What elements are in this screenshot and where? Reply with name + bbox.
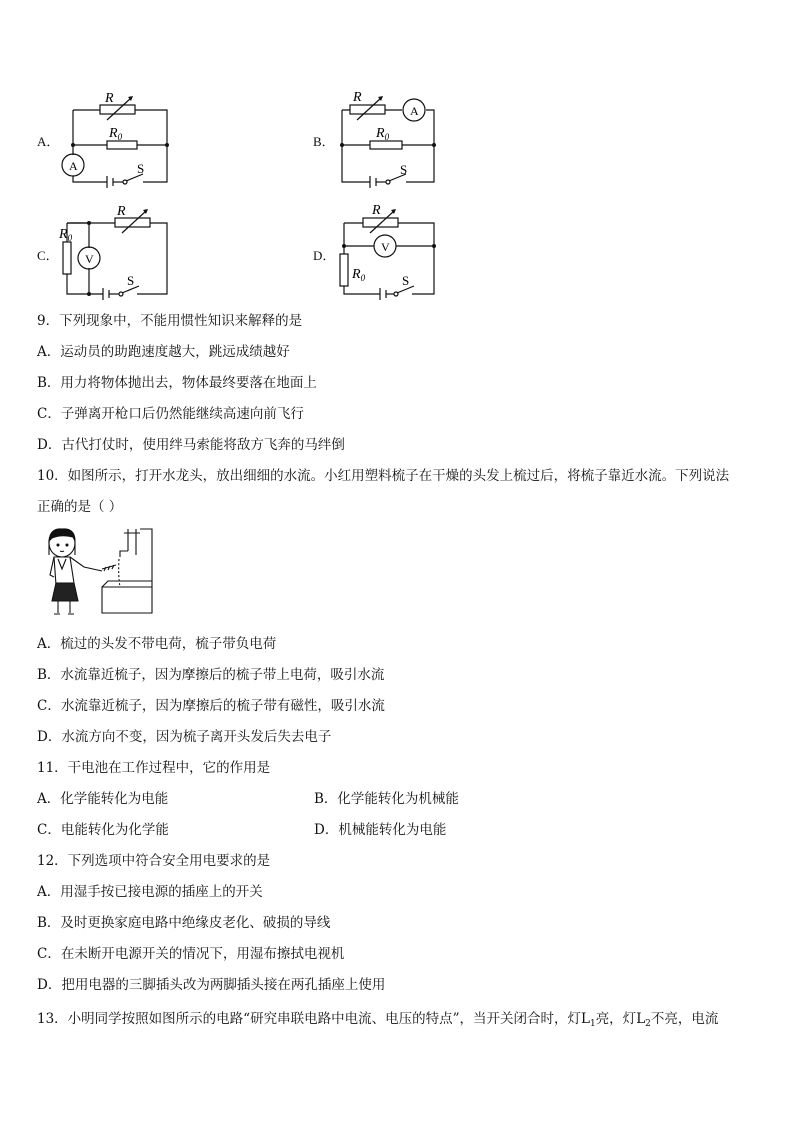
label-r: R — [117, 204, 126, 219]
q11-option-c: C．电能转化为化学能 — [37, 822, 169, 838]
option-a-label: A． — [37, 134, 60, 149]
resistor-r0 — [370, 141, 402, 149]
label-r0: R — [109, 126, 118, 141]
switch-label: S — [137, 161, 145, 176]
option-c-label: C． — [37, 248, 59, 263]
label-r0-sub: 0 — [117, 132, 123, 142]
switch-label: S — [400, 162, 408, 177]
q9-option-b: B．用力将物体抛出去，物体最终要落在地面上 — [37, 375, 317, 391]
option-b-label: B． — [313, 134, 335, 149]
label-r0: R — [376, 126, 385, 141]
circuit-diagram-a — [55, 85, 175, 190]
girl-comb-faucet-illustration — [40, 525, 158, 617]
q13-stem-part-c: 不亮，电流 — [650, 1011, 719, 1027]
label-r0-sub: 0 — [384, 132, 390, 142]
voltmeter-label: V — [85, 252, 94, 266]
ammeter-label: A — [69, 159, 78, 173]
rheostat-arrow — [122, 211, 146, 233]
q12-option-b: B．及时更换家庭电路中绝缘皮老化、破损的导线 — [37, 915, 331, 931]
q12-option-a: A．用湿手按已接电源的插座上的开关 — [37, 884, 263, 900]
q10-option-c: C．水流靠近梳子，因为摩擦后的梳子带有磁性，吸引水流 — [37, 698, 385, 714]
label-r0: R — [59, 227, 68, 242]
label-r: R — [372, 203, 381, 218]
option-d-label: D． — [313, 248, 336, 263]
q12-option-d: D．把用电器的三脚插头改为两脚插头接在两孔插座上使用 — [37, 977, 386, 993]
rheostat-r — [100, 105, 135, 114]
q9-option-a: A．运动员的助跑速度越大，跳远成绩越好 — [37, 344, 290, 360]
q11-option-d: D．机械能转化为电能 — [314, 822, 447, 838]
circuit-diagram-c — [55, 198, 175, 303]
rheostat-r — [115, 218, 150, 227]
q13-stem-part-b: 亮，灯 — [595, 1011, 637, 1027]
rheostat-r — [363, 218, 398, 227]
circuit-diagram-b — [330, 85, 450, 190]
switch-label: S — [402, 273, 410, 288]
q12-option-c: C．在未断开电源开关的情况下，用湿布擦拭电视机 — [37, 946, 345, 962]
voltmeter-label: V — [381, 240, 390, 254]
q10-stem-line1: 10．如图所示，打开水龙头，放出细细的水流。小红用塑料梳子在干燥的头发上梳过后，将梳子靠近水流。下列说法 — [37, 468, 730, 484]
resistor-r0 — [63, 242, 71, 274]
label-r: R — [353, 90, 362, 105]
resistor-r0 — [340, 254, 348, 286]
svg-text:R0 — [351, 267, 366, 283]
resistor-r0 — [107, 141, 137, 149]
label-r0: R — [352, 267, 361, 282]
q11-option-b: B．化学能转化为机械能 — [314, 791, 459, 807]
label-r: R — [105, 91, 114, 106]
q11-option-a: A．化学能转化为电能 — [37, 791, 169, 807]
q13-stem — [37, 1010, 718, 1033]
ammeter-label: A — [410, 104, 419, 118]
q9-option-d: D．古代打仗时，使用绊马索能将敌方飞奔的马绊倒 — [37, 437, 345, 453]
q10-option-a: A．梳过的头发不带电荷，梳子带负电荷 — [37, 636, 277, 652]
lamp-l1: $L_1$ — [580, 1011, 596, 1029]
rheostat-r — [350, 105, 385, 114]
circuit-diagram-d — [330, 198, 450, 303]
q11-stem: 11．干电池在工作过程中，它的作用是 — [37, 760, 271, 776]
q12-stem: 12．下列选项中符合安全用电要求的是 — [37, 853, 271, 869]
svg-text:R0 — [108, 126, 123, 142]
q10-option-d: D．水流方向不变，因为梳子离开头发后失去电子 — [37, 729, 332, 745]
switch-label: S — [127, 273, 135, 288]
svg-text:R0 — [375, 126, 390, 142]
q10-option-b: B．水流靠近梳子，因为摩擦后的梳子带上电荷，吸引水流 — [37, 667, 385, 683]
q10-stem-line2: 正确的是（ ） — [37, 499, 123, 515]
svg-text:R0 — [58, 227, 73, 243]
label-r0-sub: 0 — [360, 273, 366, 283]
q13-stem-part-a: 13．小明同学按照如图所示的电路“研究串联电路中电流、电压的特点”，当开关闭合时，灯 — [37, 1011, 581, 1027]
q9-stem: 9．下列现象中，不能用惯性知识来解释的是 — [37, 313, 303, 329]
label-r0-sub: 0 — [67, 233, 73, 243]
q9-option-c: C．子弹离开枪口后仍然能继续高速向前飞行 — [37, 406, 304, 422]
lamp-l2: $L_2$ — [636, 1011, 651, 1029]
